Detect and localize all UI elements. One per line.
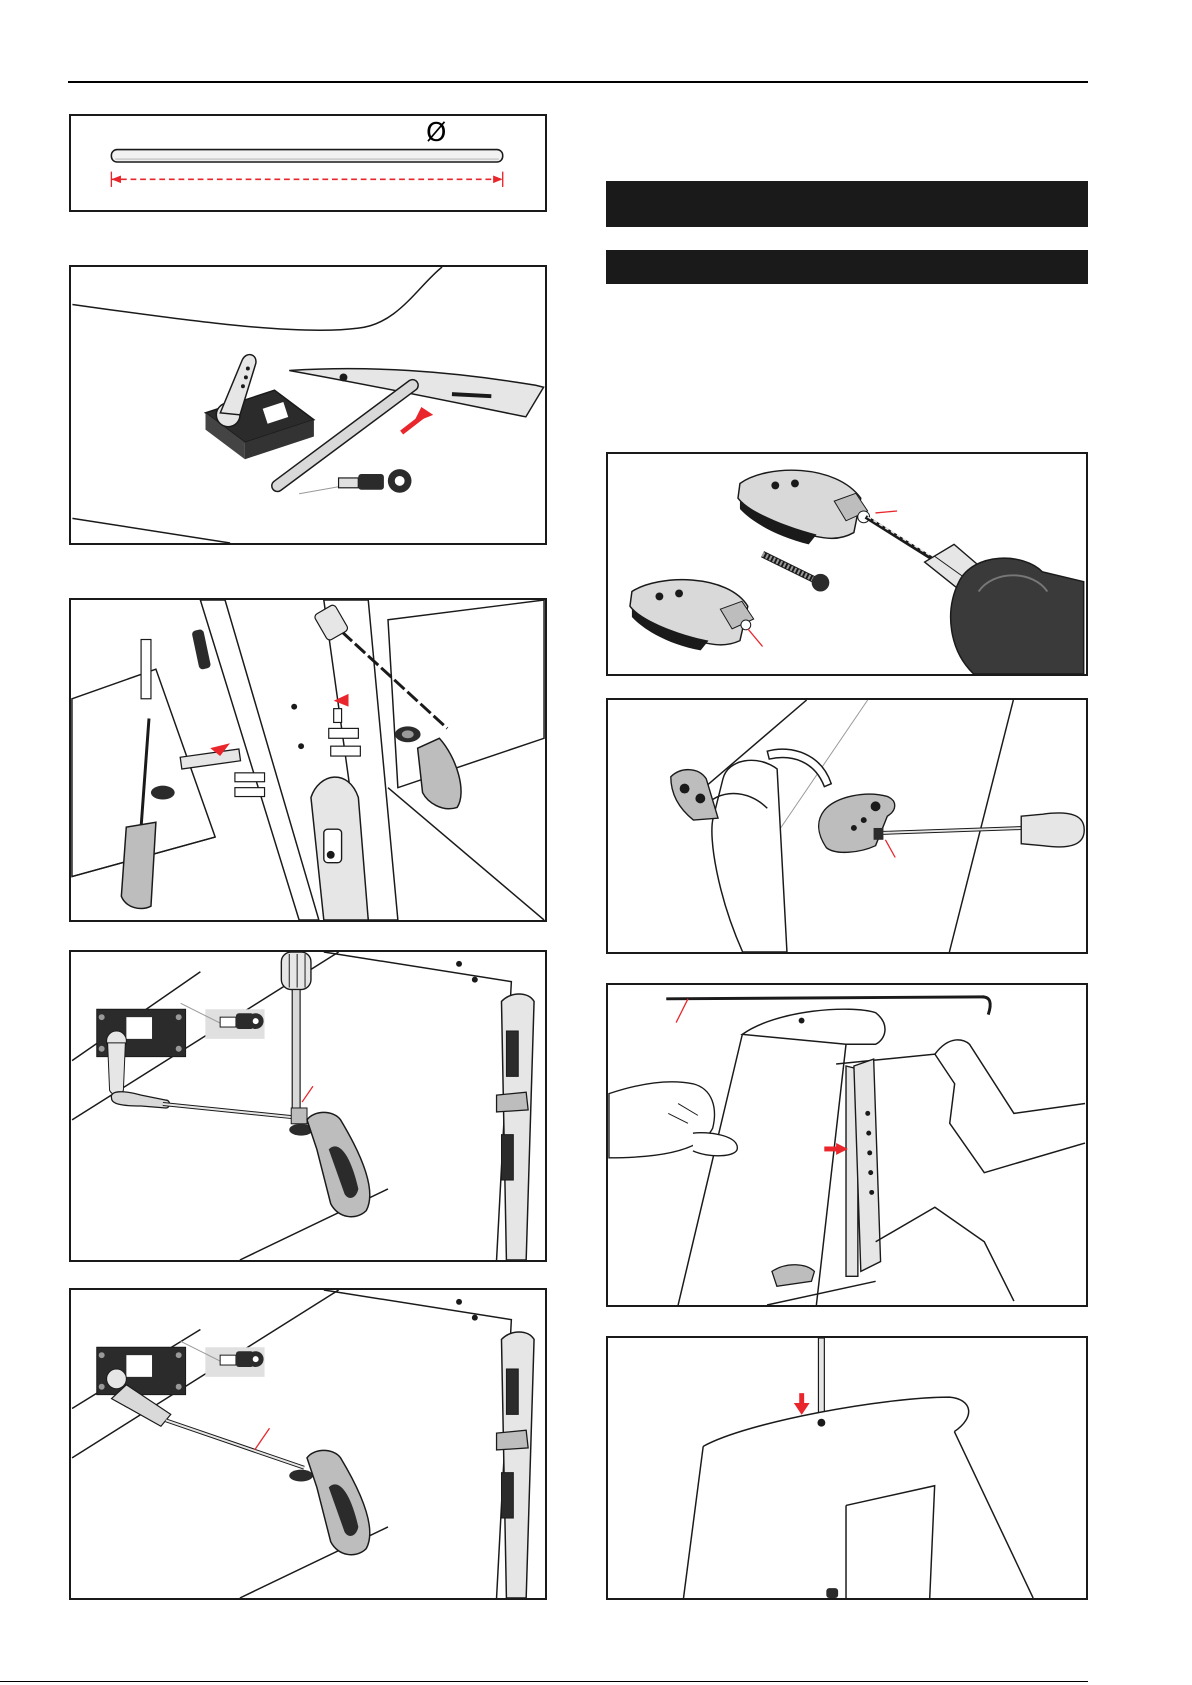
screwdriver-icon (281, 952, 311, 1113)
servo-icon (97, 1347, 186, 1394)
diameter-symbol: Ø (426, 118, 447, 148)
figure-hinge-wire-final (606, 1336, 1088, 1600)
header-rule (68, 81, 1088, 83)
pushrod-icon (112, 1385, 304, 1468)
figure-servo-pushrod-parts (69, 265, 547, 545)
figure-drill-horn (606, 452, 1088, 676)
carbon-rod-icon (71, 116, 545, 210)
section-header-bar (606, 181, 1088, 227)
footer-rule (0, 1681, 1088, 1682)
figure-hinge-wire-insert (606, 983, 1088, 1307)
drill-icon (925, 544, 1084, 674)
figure-screwdriver-tighten (69, 950, 547, 1262)
figure-linkage-complete (69, 1288, 547, 1600)
figure-rod-measure (69, 114, 547, 212)
figure-screw-horn-fin (606, 698, 1088, 954)
hand-icon (609, 1082, 737, 1158)
arrow-down-icon (794, 1393, 810, 1415)
figure-rudder-horn-install (69, 598, 547, 922)
subsection-header-bar (606, 250, 1088, 284)
servo-icon (97, 1009, 186, 1094)
